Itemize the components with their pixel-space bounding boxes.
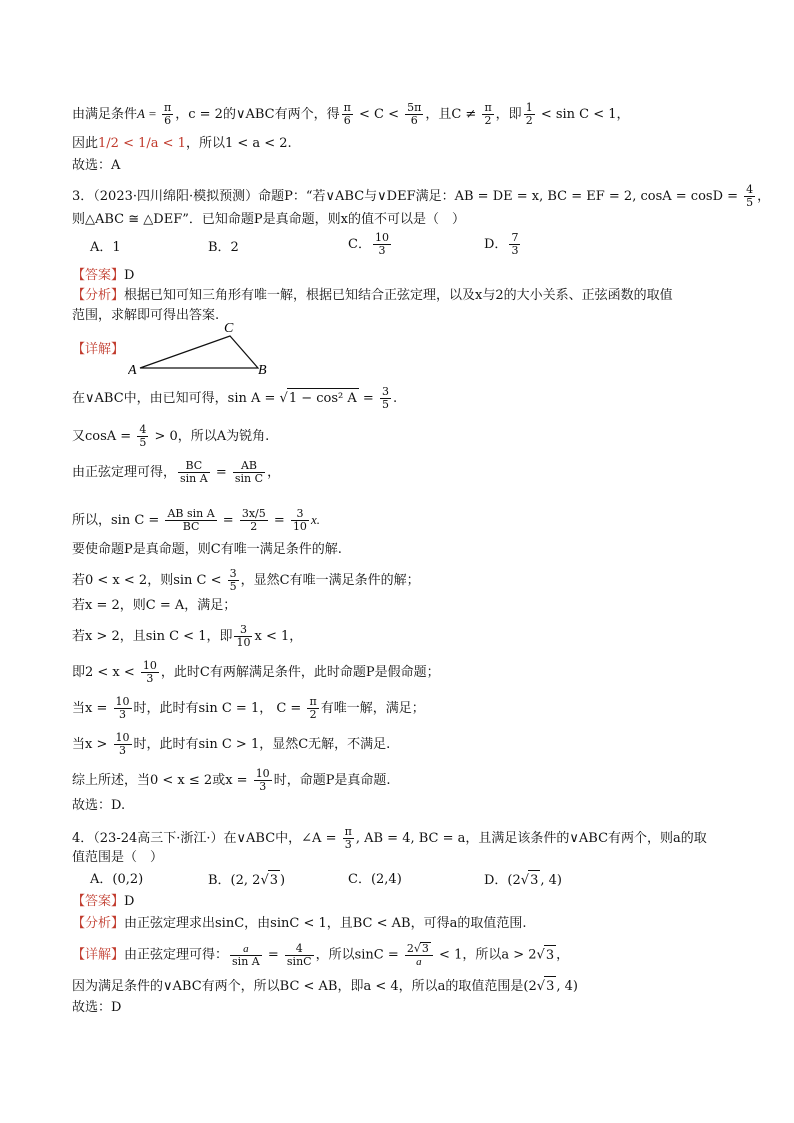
q2-line-2: 因此1/2 < 1/a < 1，所以1 < a < 2.: [72, 136, 292, 151]
q3-option-a: A．1: [90, 240, 121, 255]
triangle-figure: [128, 318, 278, 378]
q3-answer: 【答案】D: [72, 268, 135, 283]
q3-detail-4: 所以，sin C = $\frac{\text{AB sin A}}{BC}$ = $\frac{3x/5}{2}$ = $\frac{3}{10}$ x.: [72, 507, 320, 533]
q3-analysis-2: 范围，求解即可得出答案.: [72, 308, 220, 323]
q3-detail-13: 故选：D.: [72, 798, 126, 813]
q2-line-1: 由满足条件A = $\frac{\pi}{6}$ ，c = 2的∨ABC有两个，得 $\frac{\pi}{6}$ < C < $\frac{5\pi}{6}$ ，且C ≠ $\frac{\pi}{2}$ ，即 $\frac{1}{2}$ < sin C < 1，: [72, 101, 630, 127]
q3-detail-5: 要使命题P是真命题，则C有唯一满足条件的解.: [72, 542, 342, 557]
q3-detail-2: 又cosA = $\frac{4}{5}$ > 0，所以A为锐角.: [72, 423, 270, 449]
q4-option-b: B．(2, 2√3 ): [208, 870, 285, 891]
q4-option-a: A．(0,2): [90, 872, 144, 887]
q3-detail-7: 若x = 2，则C = A，满足；: [72, 598, 237, 613]
q3-stem-2: 则△ABC ≅ △DEF”．已知命题P是真命题，则x的值不可以是（ ）: [72, 212, 465, 227]
q4-detail-2: 因为满足条件的∨ABC有两个，所以BC < AB，即a < 4，所以a的取值范围是(2√3 , 4): [72, 976, 734, 997]
q3-detail-10: 当x = $\frac{10}{3}$ 时，此时有sin C = 1， C = $\frac{\pi}{2}$ 有唯一解，满足；: [72, 695, 425, 721]
q4-analysis: 【分析】由正弦定理求出sinC，由sinC < 1，且BC < AB，可得a的取值范围.: [72, 916, 527, 931]
q3-option-c: C． $\frac{10}{3}$: [348, 231, 389, 257]
q4-option-d: D．(2√3 , 4): [484, 870, 562, 891]
q4-stem-2: 值范围是（ ）: [72, 850, 164, 865]
q4-detail-1: 【详解】由正弦定理可得： $\frac{a}{\text{sin A}}$ = $\frac{4}{\sin C}$ ，所以sinC = $\frac{2√3}{a}$ < 1，所以a > 2√3 ，: [72, 941, 570, 968]
q3-detail-9: 即2 < x < $\frac{10}{3}$ ，此时C有两解满足条件，此时命题P是假命题；: [72, 659, 440, 685]
frac-pi-6: $\frac{\pi}{6}$: [164, 101, 172, 127]
q4-option-c: C．(2,4): [348, 872, 402, 887]
q4-answer: 【答案】D: [72, 894, 135, 909]
q3-detail-6: 若0 < x < 2，则sin C < $\frac{3}{5}$ ，显然C有唯一满足条件的解；: [72, 567, 420, 593]
q3-option-b: B．2: [208, 240, 239, 255]
vertex-b-label: B: [258, 363, 267, 378]
q3-analysis-1: 【分析】根据已知可知三角形有唯一解，根据已知结合正弦定理，以及x与2的大小关系、正弦函数的取值: [72, 288, 673, 303]
q3-detail-1: 在∨ABC中，由已知可得，sin A = √1 − cos² A = $\frac{3}{5}$ .: [72, 385, 398, 411]
q3-stem-1: 3．（2023·四川绵阳·模拟预测）命题P：“若∨ABC与∨DEF满足：AB = DE = x, BC = EF = 2, cosA = cosD = $\frac{4}{5}$ ，: [72, 183, 771, 209]
q4-stem-1: 4．（23-24高三下·浙江·）在∨ABC中，∠A = $\frac{\pi}{3}$ , AB = 4, BC = a，且满足该条件的∨ABC有两个，则a的取: [72, 825, 707, 851]
q4-detail-3: 故选：D: [72, 1000, 122, 1015]
q3-detail-8: 若x > 2，且sin C < 1，即 $\frac{3}{10}$ x < 1，: [72, 623, 303, 649]
q3-detail-tag: 【详解】: [72, 342, 125, 357]
q3-detail-3: 由正弦定理可得， $\frac{BC}{\text{sin A}}$ = $\frac{AB}{\text{sin C}}$ ，: [72, 459, 281, 485]
vertex-a-label: A: [128, 363, 137, 378]
q3-detail-11: 当x > $\frac{10}{3}$ 时，此时有sin C > 1，显然C无解，不满足.: [72, 731, 391, 757]
q2-answer: 故选：A: [72, 158, 121, 173]
vertex-c-label: C: [224, 321, 234, 336]
q3-detail-12: 综上所述，当0 < x ≤ 2或x = $\frac{10}{3}$ 时，命题P是真命题.: [72, 767, 391, 793]
q3-option-d: D． $\frac{7}{3}$: [484, 231, 519, 257]
